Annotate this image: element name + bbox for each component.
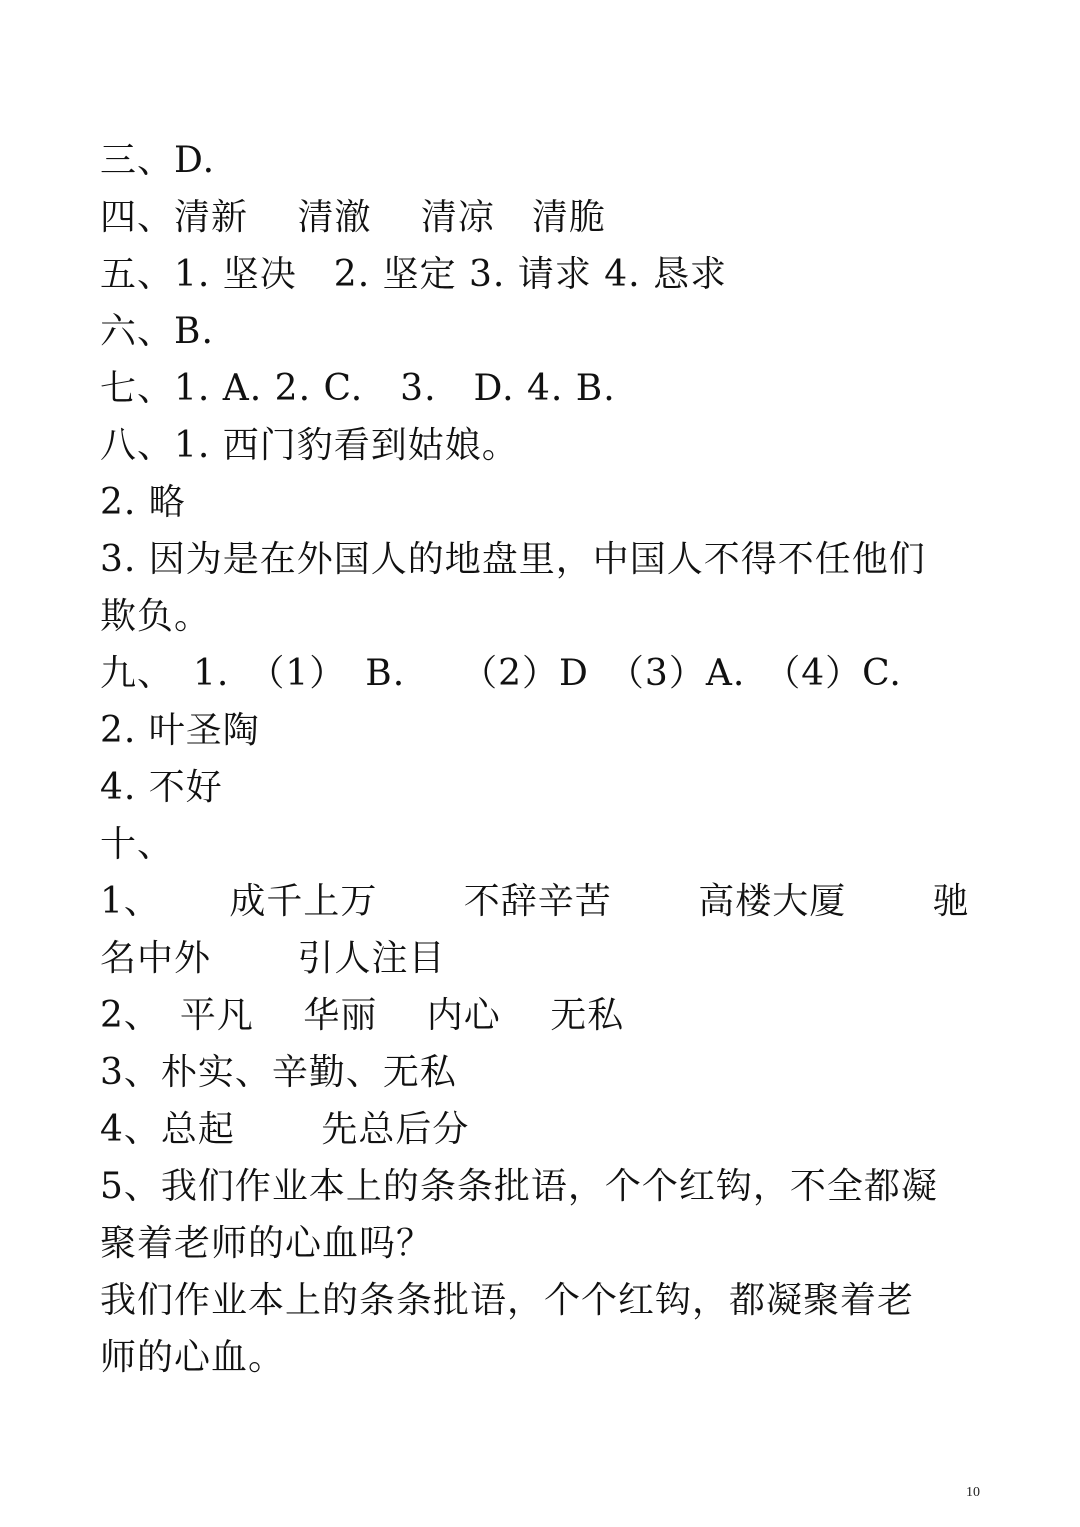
- answer-line-10-3: 3、朴实、辛勤、无私: [100, 1052, 457, 1093]
- answer-line-4: 四、清新 清澈 清凉 清脆: [100, 197, 606, 238]
- page-number: 10: [966, 1485, 980, 1500]
- answer-text-block: [100, 132, 985, 1386]
- answer-line-8: 八、1. 西门豹看到姑娘。: [100, 425, 519, 466]
- answer-line-10-5-rewrite-cont: 师的心血。: [100, 1337, 286, 1378]
- answer-line-10-5: 5、我们作业本上的条条批语，个个红钩，不全都凝: [100, 1166, 938, 1207]
- answer-line-10-2: 2、 平凡 华丽 内心 无私: [100, 995, 625, 1036]
- answer-line-10-5-rewrite: 我们作业本上的条条批语，个个红钩，都凝聚着老: [100, 1280, 915, 1321]
- answer-line-6: 六、B.: [100, 311, 214, 352]
- answer-line-10-1: 1、 成千上万 不辞辛苦 高楼大厦 驰: [100, 881, 970, 922]
- answer-line-9-2: 2. 叶圣陶: [100, 710, 260, 751]
- answer-line-8-3-cont: 欺负。: [100, 596, 212, 637]
- answer-line-8-3: 3. 因为是在外国人的地盘里，中国人不得不任他们: [100, 539, 926, 580]
- answer-line-3: 三、D.: [100, 140, 216, 181]
- answer-line-9-4: 4. 不好: [100, 767, 223, 808]
- answer-line-10: 十、: [100, 824, 175, 865]
- answer-line-10-4: 4、总起 先总后分: [100, 1109, 470, 1150]
- answer-line-8-2: 2. 略: [100, 482, 186, 523]
- answer-line-10-5-cont: 聚着老师的心血吗？: [100, 1223, 434, 1264]
- answer-line-7: 七、1. A. 2. C. 3. D. 4. B.: [100, 368, 616, 409]
- answer-line-10-1-cont: 名中外 引人注目: [100, 938, 446, 979]
- answer-line-9: 九、 1. （1） B. （2）D （3）A. （4）C.: [100, 653, 902, 694]
- answer-line-5: 五、1. 坚决 2. 坚定 3. 请求 4. 恳求: [100, 254, 728, 295]
